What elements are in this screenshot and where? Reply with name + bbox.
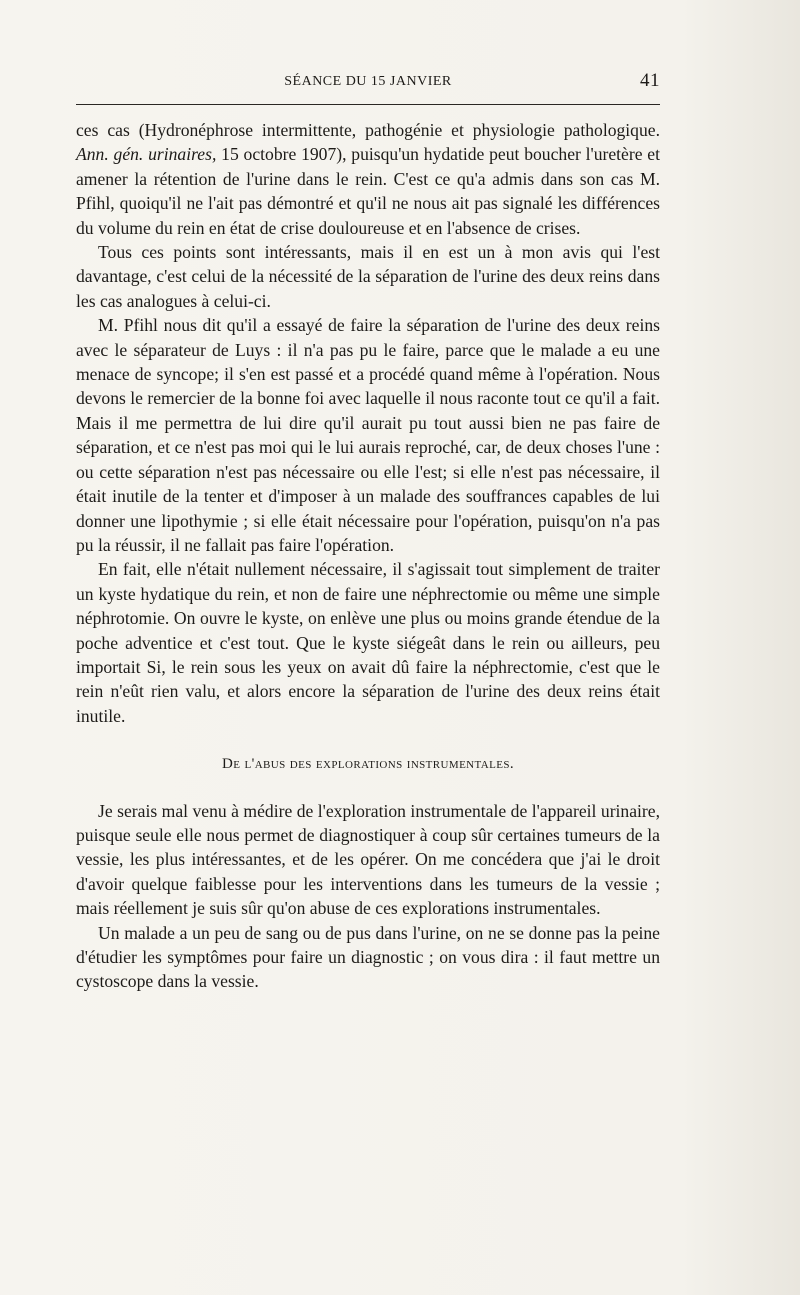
paragraph-1 (76, 118, 660, 240)
section-paragraph-2: Un malade a un peu de sang ou de pus dans l'urine, on ne se donne pas la peine d'étudier les symptômes pour faire un diagnostic ; on vous dira : il faut mettre un cystoscope dans la vessie. (76, 922, 660, 992)
paragraph-3: M. Pfihl nous dit qu'il a essayé de faire la séparation de l'urine des deux reins avec le séparateur de Luys : il n'a pas pu le faire, parce que le malade a eu une menace de syncope; il s'en est passé et a procédé quand même à l'opération. Nous devons le remercier de la bonne foi avec laquelle il nous raconte tout ce qu'il a fait. Mais il me permettra de lui dire qu'il aurait pu tout aussi bien ne pas faire de séparation, et ce n'est pas moi qui le lui aurais reproché, car, de deux choses l'une : ou cette séparation n'est pas nécessaire ou elle l'est; si elle n'est pas nécessaire, il était inutile de la tenter et d'imposer à un malade des souffrances capables de lui donner une lipothymie ; si elle était nécessaire pour l'opération, puisqu'on n'a pas pu la réussir, il ne fallait pas faire l'opération. (76, 315, 661, 555)
paragraph-4: En fait, elle n'était nullement nécessaire, il s'agissait tout simplement de traiter un kyste hydatique du rein, et non de faire une néphrectomie ou même une simple néphrotomie. On ouvre le kyste, on enlève une plus ou moins grande étendue de la poche adventice et c'est tout. Que le kyste siégeât dans le rein ou ailleurs, peu importait Si, le rein sous les yeux on avait dû faire la néphrectomie, c'est que le rein n'eût rien valu, et alors encore la séparation de l'urine des deux reins était inutile. (76, 559, 660, 726)
section-heading: De l'abus des explorations instrumentales. (221, 756, 515, 773)
body-text (76, 118, 660, 994)
paragraph-1-text-b: 15 octobre 1907), puisqu'un hydatide peut boucher l'uretère et amener la rétention de l'urine dans le rein. C'est ce qu'a admis dans son cas M. Pfihl, quoiqu'il ne l'ait pas démontré et qu'il ne nous ait pas signalé les différences du volume du rein en état de crise douloureuse et en l'absence de crises. (76, 144, 661, 238)
paragraph-2: Tous ces points sont intéressants, mais il en est un à mon avis qui l'est davantage, c'est celui de la nécessité de la séparation de l'urine des deux reins dans les cas analogues à celui-ci. (76, 242, 660, 311)
page-number: 41 (640, 70, 660, 91)
running-head (76, 70, 660, 96)
paragraph-1-text-a: ces cas (Hydronéphrose intermittente, pathogénie et physiologie pathologique. (76, 120, 660, 140)
running-title: SÉANCE DU 15 JANVIER (284, 74, 452, 89)
section-paragraph-1: Je serais mal venu à médire de l'exploration instrumentale de l'appareil urinaire, puisque seule elle nous permet de diagnostiquer à coup sûr certaines tumeurs de la vessie, les plus intéressantes, et de les opérer. On me concédera que j'ai le droit d'avoir quelque faiblesse pour les interventions dans les tumeurs de la vessie ; mais réellement je suis sûr qu'on abuse de ces explorations instrumentales. (76, 800, 660, 919)
header-rule (76, 104, 660, 105)
journal-citation: Ann. gén. urinaires, (76, 144, 217, 165)
